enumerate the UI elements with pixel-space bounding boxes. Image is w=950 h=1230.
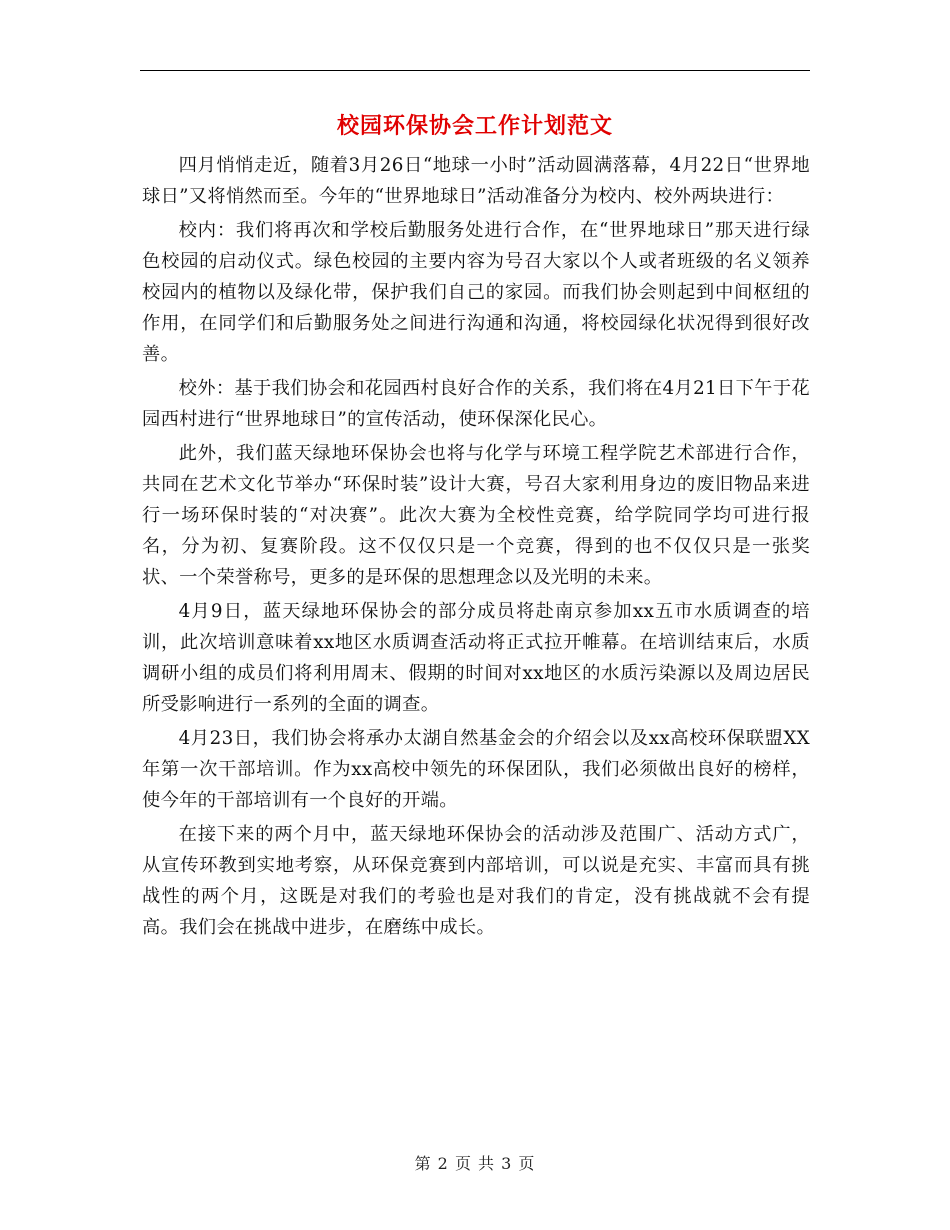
paragraph-off-campus: 校外：基于我们协会和花园西村良好合作的关系，我们将在4月21日下午于花园西村进行“世界地球日”的宣传活动，使环保深化民心。	[142, 378, 810, 430]
paragraph-on-campus: 校内：我们将再次和学校后勤服务处进行合作，在“世界地球日”那天进行绿色校园的启动仪式。绿色校园的主要内容为号召大家以个人或者班级的名义领养校园内的植物以及绿化带，保护我们自己的家园。而我们协会则起到中间枢纽的作用，在同学们和后勤服务处之间进行沟通和沟通，将校园绿化状况得到很好改善。	[142, 220, 810, 365]
paragraph-fashion-contest: 此外，我们蓝天绿地环保协会也将与化学与环境工程学院艺术部进行合作，共同在艺术文化节举办“环保时装”设计大赛，号召大家利用身边的废旧物品来进行一场环保时装的“对决赛”。此次大赛为全校性竞赛，给学院同学均可进行报名，分为初、复赛阶段。这不仅仅只是一个竞赛，得到的也不仅仅只是一张奖状、一个荣誉称号，更多的是环保的思想理念以及光明的未来。	[142, 443, 810, 588]
paragraph-water-survey: 4月9日，蓝天绿地环保协会的部分成员将赴南京参加xx五市水质调查的培训，此次培训意味着xx地区水质调查活动将正式拉开帷幕。在培训结束后，水质调研小组的成员们将利用周末、假期的时间对xx地区的水质污染源以及周边居民所受影响进行一系列的全面的调查。	[142, 601, 810, 715]
document-title: 校园环保协会工作计划范文	[336, 113, 613, 139]
header-rule	[140, 70, 810, 71]
paragraph-intro: 四月悄悄走近，随着3月26日“地球一小时”活动圆满落幕，4月22日“世界地球日”又将悄然而至。今年的“世界地球日”活动准备分为校内、校外两块进行：	[142, 155, 810, 207]
paragraph-cadre-training: 4月23日，我们协会将承办太湖自然基金会的介绍会以及xx高校环保联盟XX年第一次干部培训。作为xx高校中领先的环保团队，我们必须做出良好的榜样，使今年的干部培训有一个良好的开端。	[142, 728, 810, 811]
paragraph-conclusion: 在接下来的两个月中，蓝天绿地环保协会的活动涉及范围广、活动方式广，从宣传环教到实地考察，从环保竞赛到内部培训，可以说是充实、丰富而具有挑战性的两个月，这既是对我们的考验也是对我们的肯定，没有挑战就不会有提高。我们会在挑战中进步，在磨练中成长。	[142, 824, 810, 938]
document-body	[142, 150, 810, 946]
page-number-footer: 第 2 页 共 3 页	[414, 1154, 536, 1173]
